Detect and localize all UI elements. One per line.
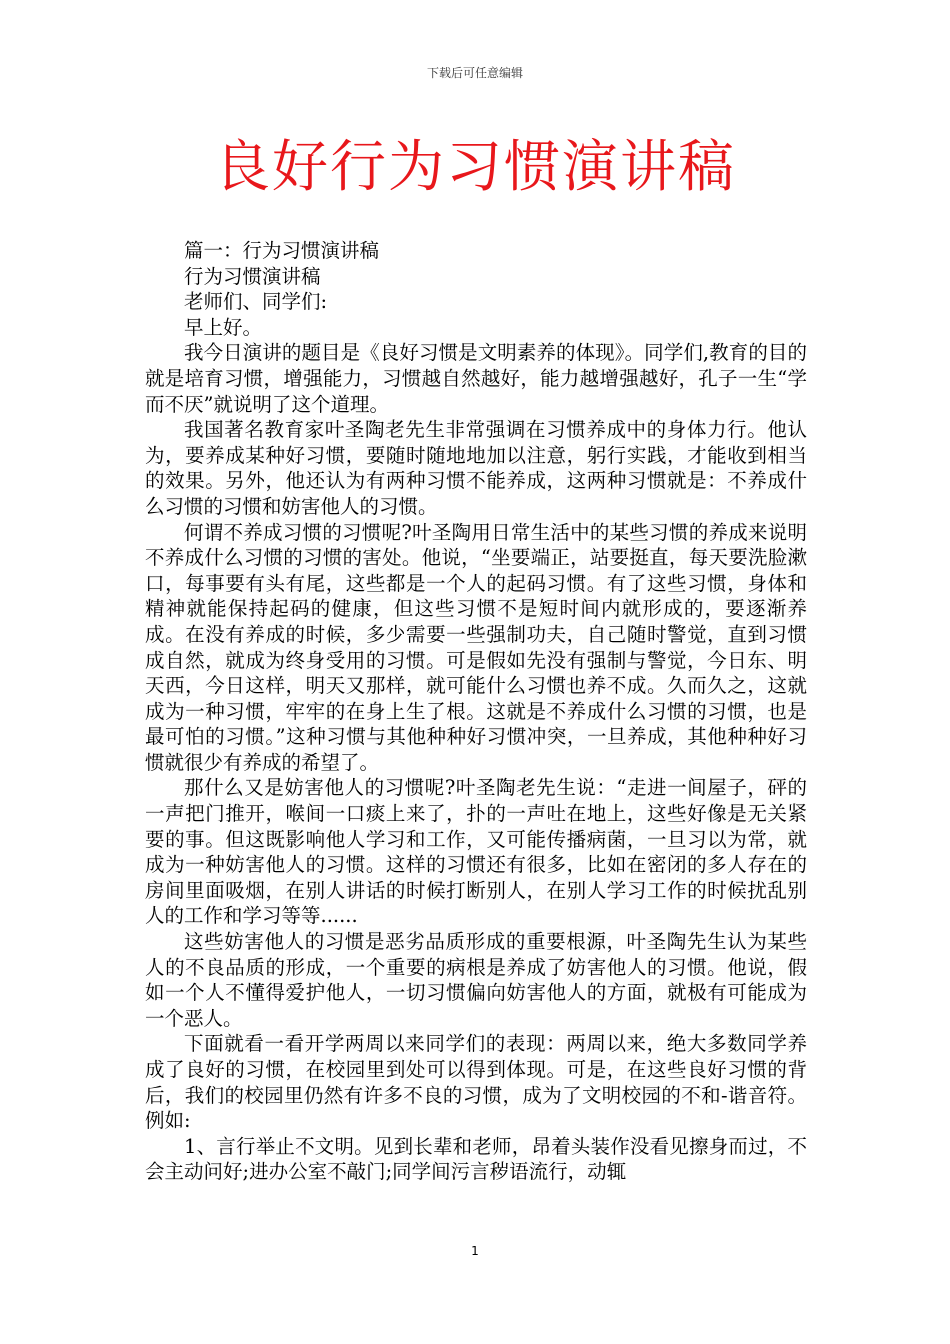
header-note: 下载后可任意编辑 [426, 66, 523, 80]
paragraph: 我国著名教育家叶圣陶老先生非常强调在习惯养成中的身体力行。他认为，要养成某种好习惯，要随时随地地加以注意，躬行实践，才能收到相当的效果。另外，他还认为有两种习惯不能养成，这两种习惯就是：不养成什么习惯的习惯和妨害他人的习惯。 [145, 418, 807, 518]
document-title: 良好行为习惯演讲稿 [214, 135, 736, 200]
document-body [145, 238, 807, 1185]
paragraph: 下面就看一看开学两周以来同学们的表现：两周以来，绝大多数同学养成了良好的习惯，在校园里到处可以得到体现。可是，在这些良好习惯的背后，我们的校园里仍然有许多不良的习惯，成为了文明校园的不和-谐音符。例如: [145, 1032, 807, 1133]
paragraph: 老师们、同学们: [184, 290, 328, 314]
paragraph: 那什么又是妨害他人的习惯呢?叶圣陶老先生说：“走进一间屋子，砰的一声把门推开，喉间一口痰上来了，扑的一声吐在地上，这些好像是无关紧要的事。但这既影响他人学习和工作，又可能传播病菌，一旦习以为常，就成为一种妨害他人的习惯。这样的习惯还有很多，比如在密闭的多人存在的房间里面吸烟，在别人讲话的时候打断别人，在别人学习工作的时候扰乱别人的工作和学习等等...... [145, 776, 807, 928]
paragraph: 这些妨害他人的习惯是恶劣品质形成的重要根源，叶圣陶先生认为某些人的不良品质的形成，一个重要的病根是养成了妨害他人的习惯。他说，假如一个人不懂得爱护他人，一切习惯偏向妨害他人的方面，就极有可能成为一个恶人。 [145, 930, 807, 1030]
page-number: 1 [471, 1244, 479, 1258]
paragraph: 早上好。 [184, 315, 263, 339]
paragraph: 我今日演讲的题目是《良好习惯是文明素养的体现》。同学们,教育的目的就是培育习惯，增强能力，习惯越自然越好，能力越增强越好，孔子一生“学而不厌”就说明了这个道理。 [145, 341, 807, 416]
paragraph: 何谓不养成习惯的习惯呢?叶圣陶用日常生活中的某些习惯的养成来说明不养成什么习惯的习惯的害处。他说，“坐要端正，站要挺直，每天要洗脸漱口，每事要有头有尾，这些都是一个人的起码习惯。有了这些习惯，身体和精神就能保持起码的健康，但这些习惯不是短时间内就形成的，要逐渐养成。在没有养成的时候，多少需要一些强制功夫，自己随时警觉，直到习惯成自然，就成为终身受用的习惯。可是假如先没有强制与警觉，今日东、明天西，今日这样，明天又那样，就可能什么习惯也养不成。久而久之，这就成为一种习惯，牢牢的在身上生了根。这就是不养成什么习惯的习惯，也是最可怕的习惯。”这种习惯与其他种种好习惯冲突，一旦养成，其他种种好习惯就很少有养成的希望了。 [145, 520, 807, 774]
paragraph: 行为习惯演讲稿 [184, 264, 321, 288]
paragraph: 1、言行举止不文明。见到长辈和老师，昂着头装作没看见擦身而过，不会主动问好;进办公室不敲门;同学间污言秽语流行，动辄 [145, 1134, 807, 1184]
paragraph: 篇一：行为习惯演讲稿 [184, 239, 380, 262]
